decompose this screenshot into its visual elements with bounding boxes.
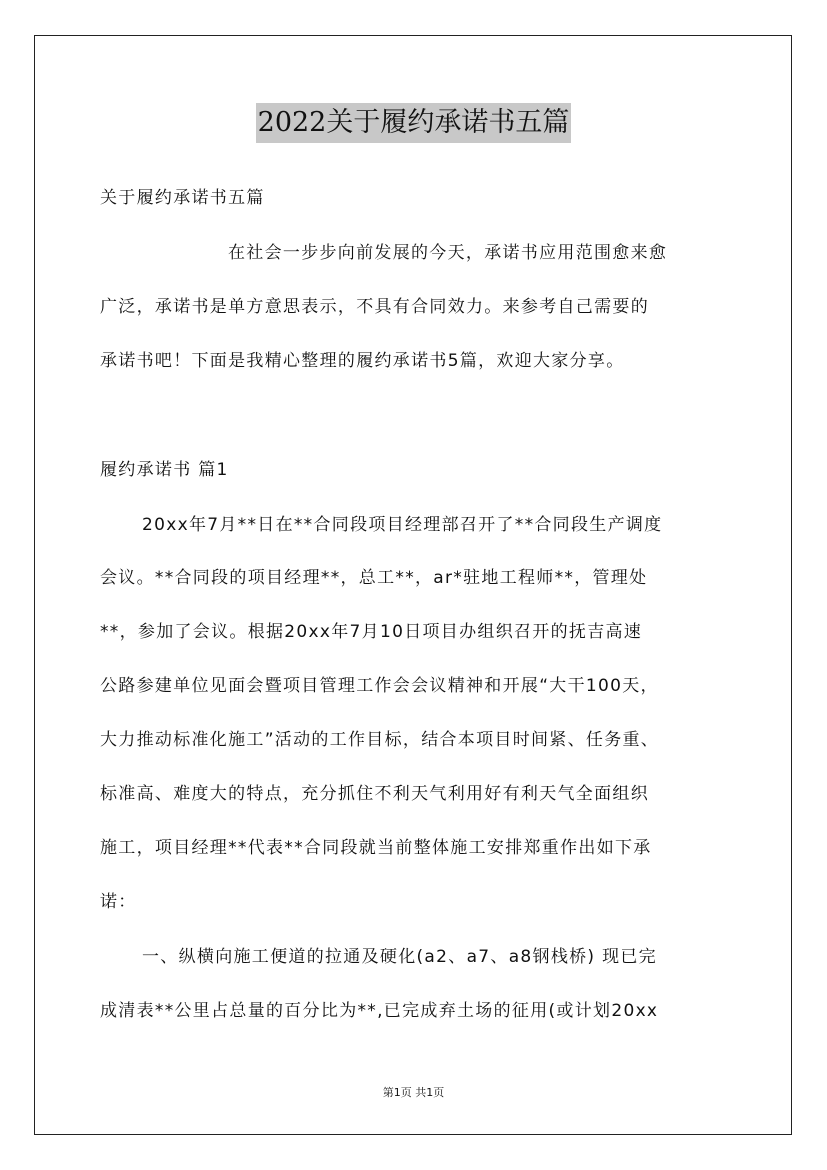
body-line-2: 会议。**合同段的项目经理**，总工**，ar*驻地工程师**，管理处: [100, 568, 648, 588]
body-line-7: 施工，项目经理**代表**合同段就当前整体施工安排郑重作出如下承: [100, 838, 652, 858]
title-container: [0, 103, 827, 143]
body-line-4: 公路参建单位见面会暨项目管理工作会会议精神和开展“大干100天，: [100, 676, 659, 696]
body-line-6: 标准高、难度大的特点，充分抓住不利天气利用好有利天气全面组织: [100, 784, 649, 804]
document-subtitle: 关于履约承诺书五篇: [100, 188, 265, 208]
body-line-8: 诺：: [100, 892, 137, 912]
item-line-1: 一、纵横向施工便道的拉通及硬化(a2、a7、a8钢栈桥) 现已完: [142, 947, 657, 967]
page-footer: 第1页 共1页: [382, 1086, 445, 1099]
item-line-2: 成清表**公里占总量的百分比为**,已完成弃土场的征用(或计划20xx: [100, 1001, 659, 1021]
body-line-5: 大力推动标准化施工”活动的工作目标，结合本项目时间紧、任务重、: [100, 730, 660, 750]
intro-line-3: 承诺书吧！下面是我精心整理的履约承诺书5篇，欢迎大家分享。: [100, 351, 625, 371]
intro-line-2: 广泛，承诺书是单方意思表示，不具有合同效力。来参考自己需要的: [100, 297, 649, 317]
document-title: 2022关于履约承诺书五篇: [256, 103, 572, 143]
body-line-1: 20xx年7月**日在**合同段项目经理部召开了**合同段生产调度: [142, 515, 663, 535]
body-line-3: **，参加了会议。根据20xx年7月10日项目办组织召开的抚吉高速: [100, 622, 643, 642]
intro-line-1: 在社会一步步向前发展的今天，承诺书应用范围愈来愈: [228, 243, 668, 263]
section-heading: 履约承诺书 篇1: [100, 460, 229, 480]
